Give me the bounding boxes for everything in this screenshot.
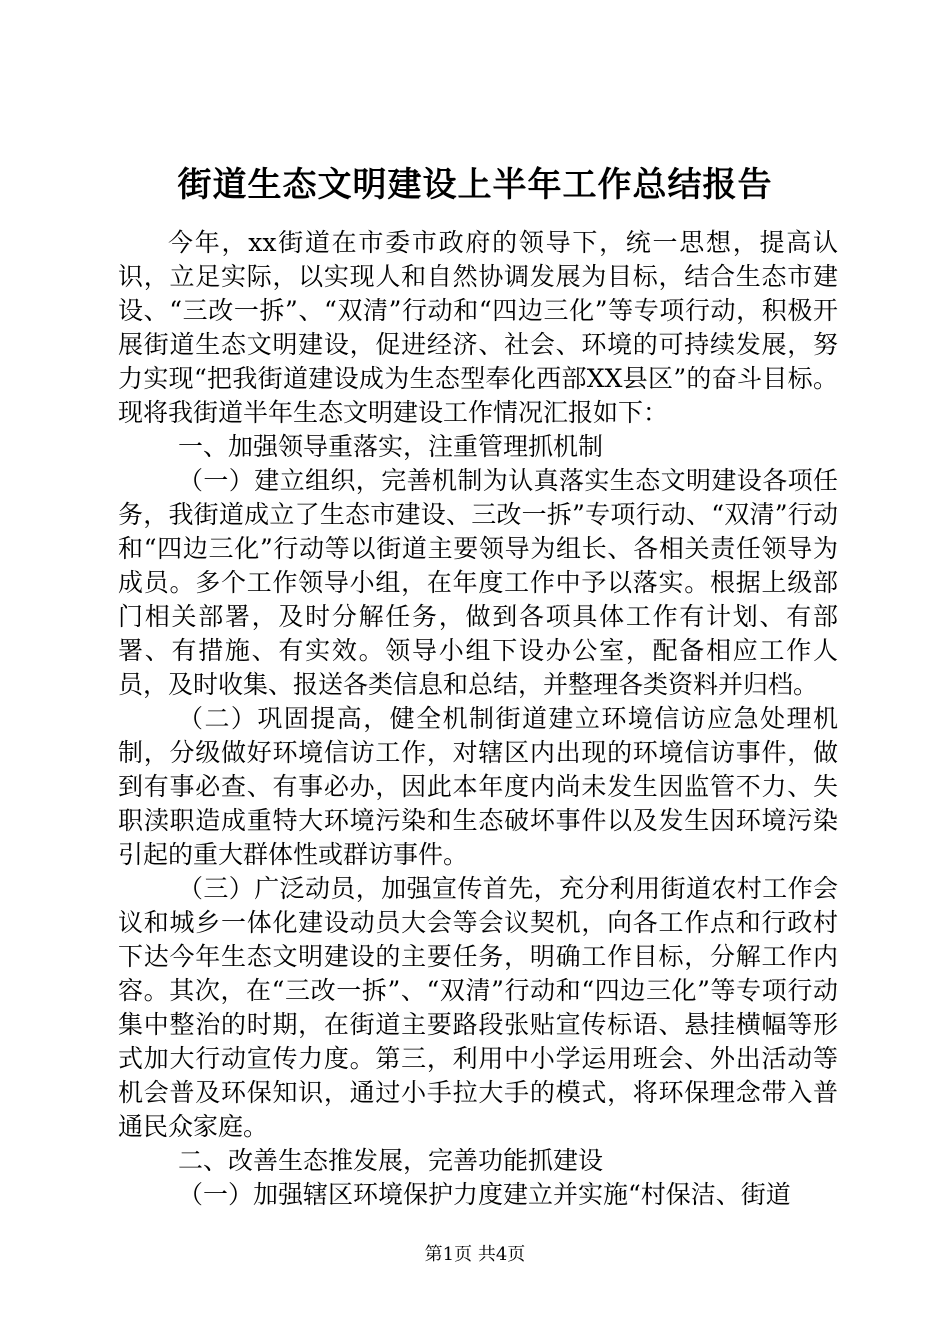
subsection-1-1: （一）建立组织，完善机制为认真落实生态文明建设各项任务，我街道成立了生态市建设、三改一拆”专项行动、“双清”行动和“四边三化”行动等以街道主要领导为组长、各相关责任领导为成员。多个工作领导小组，在年度工作中予以落实。根据上级部门相关部署，及时分解任务，做到各项具体工作有计划、有部署、有措施、有实效。领导小组下设办公室，配备相应工作人员，及时收集、报送各类信息和总结，并整理各类资料并归档。 — [118, 466, 838, 699]
subsection-1-3: （三）广泛动员，加强宣传首先，充分利用街道农村工作会议和城乡一体化建设动员大会等会议契机，向各工作点和行政村下达今年生态文明建设的主要任务，明确工作目标，分解工作内容。其次，在“三改一拆”、“双清”行动和“四边三化”等专项行动集中整治的时期，在街道主要路段张贴宣传标语、悬挂横幅等形式加大行动宣传力度。第三，利用中小学运用班会、外出活动等机会普及环保知识，通过小手拉大手的模式，将环保理念带入普通民众家庭。 — [118, 874, 838, 1141]
page-footer: 第1页 共4页 — [424, 1244, 526, 1265]
section-heading-2: 二、改善生态推发展，完善功能抓建设 — [178, 1146, 604, 1175]
intro-paragraph: 今年，xx街道在市委市政府的领导下，统一思想，提高认识，立足实际，以实现人和自然协调发展为目标，结合生态市建设、“三改一拆”、“双清”行动和“四边三化”等专项行动，积极开展街道生态文明建设，促进经济、社会、环境的可持续发展，努力实现“把我街道建设成为生态型奉化西部XX县区”的奋斗目标。现将我街道半年生态文明建设工作情况汇报如下： — [118, 228, 838, 427]
subsection-2-1: （一）加强辖区环境保护力度建立并实施“村保洁、街道 — [178, 1180, 791, 1209]
section-heading-1: 一、加强领导重落实，注重管理抓机制 — [178, 432, 604, 461]
document-body — [118, 226, 838, 1212]
subsection-1-2: （二）巩固提高，健全机制街道建立环境信访应急处理机制，分级做好环境信访工作，对辖区内出现的环境信访事件，做到有事必查、有事必办，因此本年度内尚未发生因监管不力、失职渎职造成重特大环境污染和生态破坏事件以及发生因环境污染引起的重大群体性或群访事件。 — [118, 704, 838, 869]
document-title: 街道生态文明建设上半年工作总结报告 — [177, 165, 773, 205]
